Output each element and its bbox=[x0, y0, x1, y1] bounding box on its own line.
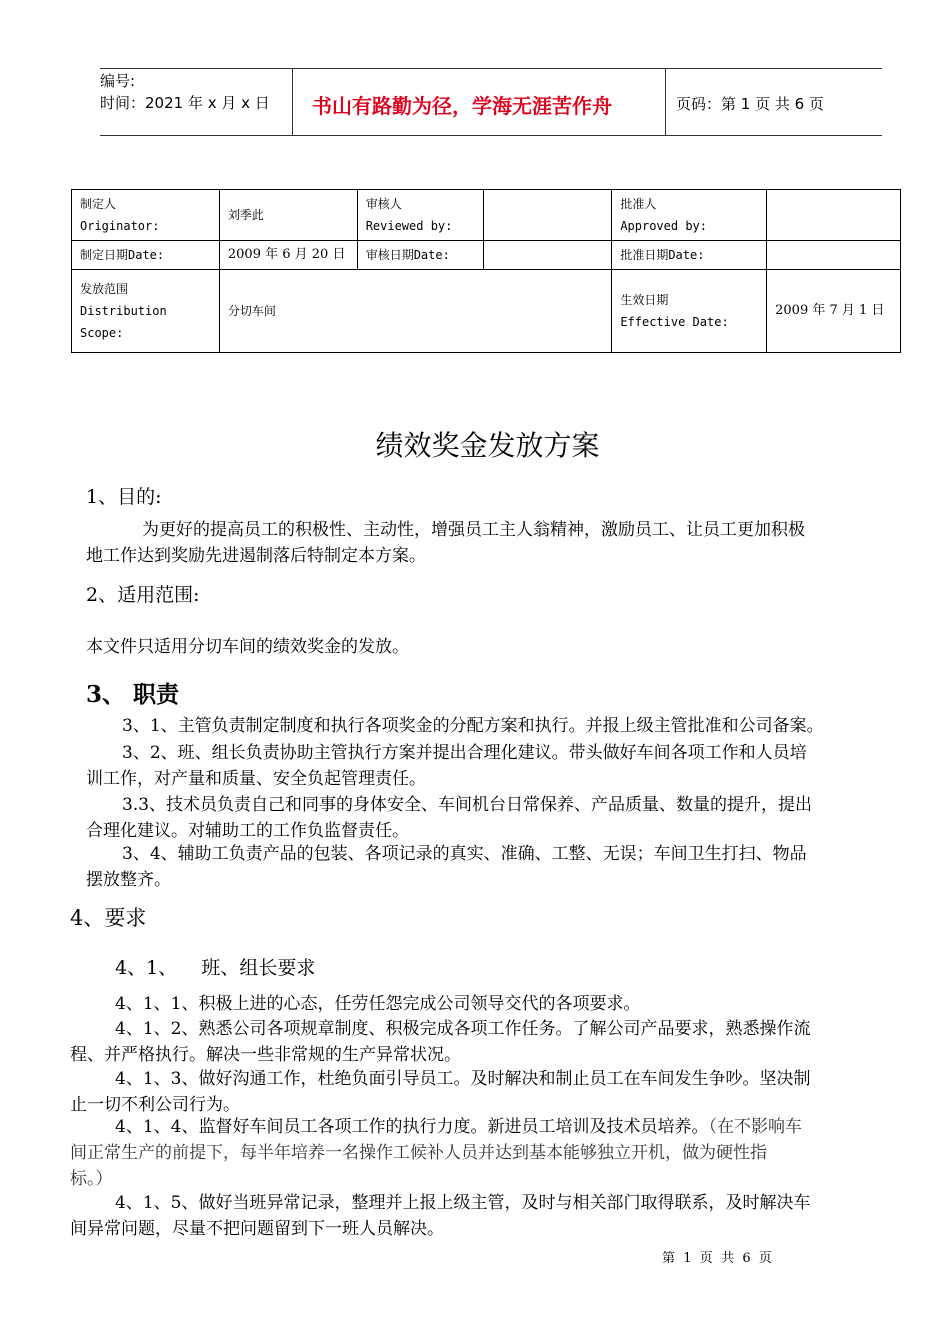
reviewer-label: 审核人 Reviewed by: bbox=[357, 190, 483, 241]
header-top-line bbox=[100, 68, 882, 69]
section-4-item-4: 4、1、4、监督好车间员工各项工作的执行力度。新进员工培训及技术员培养。（在不影响车 间正常生产的前提下，每半年培养一名操作工候补人员并达到基本能够独立开机，做为硬性指 标。） bbox=[70, 1117, 802, 1189]
header-time: 时间：2021 年 x 月 x 日 bbox=[100, 94, 270, 112]
approval-row-scope bbox=[72, 270, 901, 353]
header-motto: 书山有路勤为径，学海无涯苦作舟 bbox=[312, 94, 612, 118]
section-3-item-1: 3、1、主管负责制定制度和执行各项奖金的分配方案和执行。并报上级主管批准和公司备案。 bbox=[122, 716, 824, 736]
document-title: 绩效奖金发放方案 bbox=[375, 429, 600, 462]
approve-date-value bbox=[767, 241, 901, 270]
section-4-item-4-note: （在不影响车 bbox=[708, 1117, 802, 1137]
section-4-item-5: 4、1、5、做好当班异常记录，整理并上报上级主管，及时与相关部门取得联系，及时解决车 间异常问题，尽量不把问题留到下一班人员解决。 bbox=[70, 1193, 811, 1239]
section-3-item-3: 3.3、技术员负责自己和同事的身体安全、车间机台日常保养、产品质量、数量的提升，提出 合理化建议。对辅助工的工作负监督责任。 bbox=[86, 795, 813, 841]
section-4-item-4-main: 4、1、4、监督好车间员工各项工作的执行力度。新进员工培训及技术员培养。 bbox=[115, 1117, 709, 1137]
header-page-info: 页码：第 1 页 共 6 页 bbox=[676, 95, 824, 113]
effective-date-value: 2009 年 7 月 1 日 bbox=[767, 270, 901, 353]
header-bottom-line bbox=[100, 135, 882, 136]
header-number: 编号: bbox=[100, 72, 136, 90]
section-1-paragraph: 为更好的提高员工的积极性、主动性，增强员工主人翁精神，激励员工、让员工更加积极 地工作达到奖励先进遏制落后特制定本方案。 bbox=[86, 520, 805, 566]
approver-value bbox=[767, 190, 901, 241]
distribution-value: 分切车间 bbox=[219, 270, 611, 353]
section-4-item-1: 4、1、1、积极上进的心态，任劳任怨完成公司领导交代的各项要求。 bbox=[115, 994, 641, 1014]
section-4-item-3: 4、1、3、做好沟通工作，杜绝负面引导员工。及时解决和制止员工在车间发生争吵。坚决制 止一切不利公司行为。 bbox=[70, 1069, 811, 1115]
section-2-heading: 2、适用范围: bbox=[86, 584, 200, 606]
section-1-heading: 1、目的: bbox=[86, 486, 162, 508]
originator-value: 刘季此 bbox=[219, 190, 357, 241]
effective-date-label: 生效日期 Effective Date: bbox=[612, 270, 767, 353]
originator-label: 制定人 Originator: bbox=[72, 190, 220, 241]
distribution-label: 发放范围 Distribution Scope: bbox=[72, 270, 220, 353]
approval-row-people bbox=[72, 190, 901, 241]
section-4-heading: 4、要求 bbox=[70, 906, 147, 930]
section-3-item-2: 3、2、班、组长负责协助主管执行方案并提出合理化建议。带头做好车间各项工作和人员培 训工作，对产量和质量、安全负起管理责任。 bbox=[86, 743, 807, 789]
section-4-item-2: 4、1、2、熟悉公司各项规章制度、积极完成各项工作任务。了解公司产品要求，熟悉操作流 程、并严格执行。解决一些非常规的生产异常状况。 bbox=[70, 1019, 811, 1065]
review-date-label: 审核日期Date: bbox=[357, 241, 483, 270]
approve-date-label: 批准日期Date: bbox=[612, 241, 767, 270]
review-date-value bbox=[483, 241, 612, 270]
section-2-text: 本文件只适用分切车间的绩效奖金的发放。 bbox=[86, 637, 409, 657]
made-date-label: 制定日期Date: bbox=[72, 241, 220, 270]
approval-table bbox=[71, 189, 901, 353]
made-date-value: 2009 年 6 月 20 日 bbox=[219, 241, 357, 270]
section-3-item-4: 3、4、辅助工负责产品的包装、各项记录的真实、准确、工整、无误；车间卫生打扫、物品 摆放整齐。 bbox=[86, 844, 807, 890]
approval-row-dates bbox=[72, 241, 901, 270]
section-4-1-heading: 4、1、 班、组长要求 bbox=[115, 957, 316, 979]
page-footer: 第 1 页 共 6 页 bbox=[662, 1251, 772, 1266]
section-3-heading: 3、 职责 bbox=[86, 681, 180, 708]
approver-label: 批准人 Approved by: bbox=[612, 190, 767, 241]
reviewer-value bbox=[483, 190, 612, 241]
header-divider-left bbox=[292, 68, 293, 136]
header-meta bbox=[100, 70, 270, 114]
header-divider-right bbox=[665, 68, 666, 136]
